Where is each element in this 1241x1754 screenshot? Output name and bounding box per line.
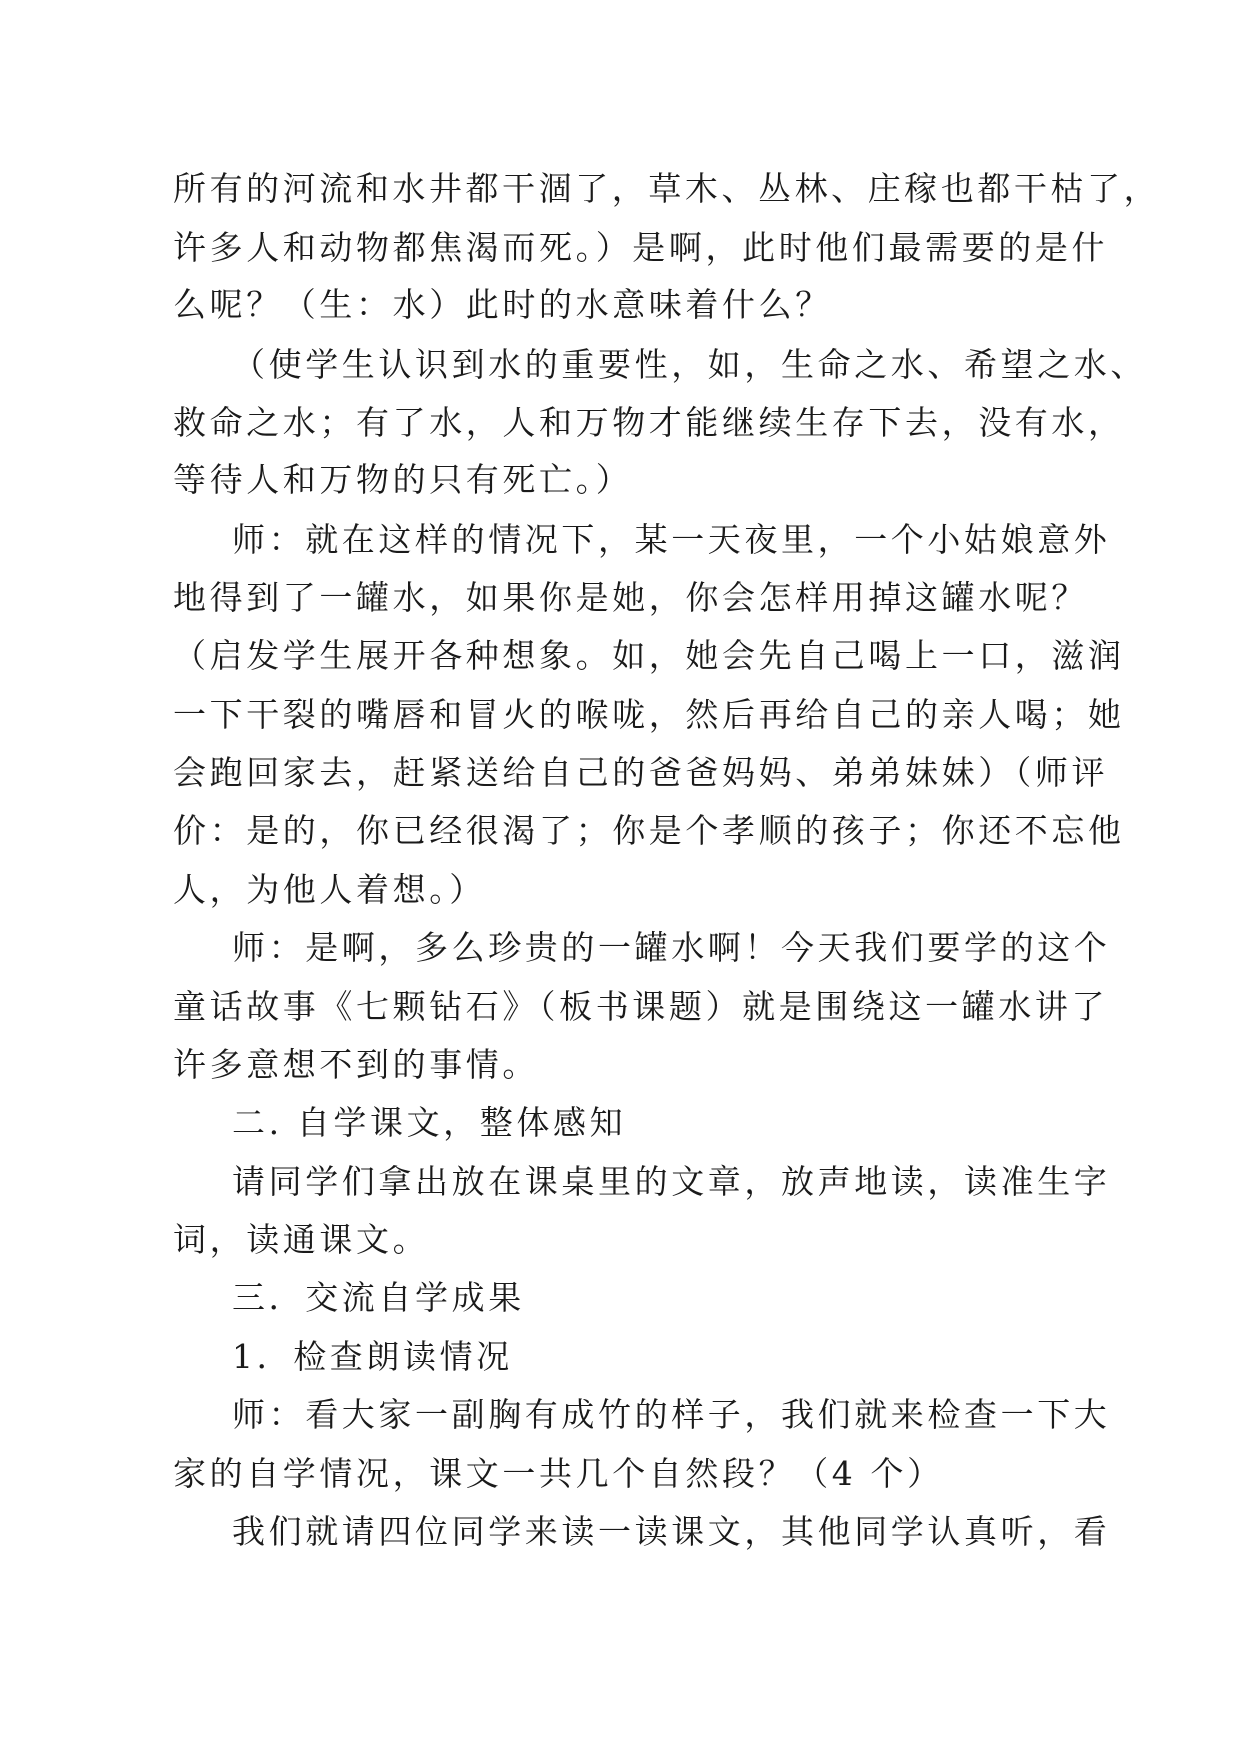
text-line: 师：看大家一副胸有成竹的样子，我们就来检查一下大: [232, 1395, 1111, 1434]
text-line: 请同学们拿出放在课桌里的文章，放声地读，读准生字: [232, 1162, 1111, 1201]
text-line: （使学生认识到水的重要性，如，生命之水、希望之水、: [232, 345, 1147, 384]
text-line: 我们就请四位同学来读一读课文，其他同学认真听，看: [232, 1512, 1111, 1551]
text-line: 人，为他人着想。）: [173, 870, 486, 909]
text-line: 家的自学情况，课文一共几个自然段？（4 个）: [173, 1454, 944, 1493]
text-line: 地得到了一罐水，如果你是她，你会怎样用掉这罐水呢？: [173, 578, 1088, 617]
text-line: 一下干裂的嘴唇和冒火的喉咙，然后再给自己的亲人喝；她: [173, 695, 1125, 734]
text-line: 么呢？（生：水）此时的水意味着什么？: [173, 285, 832, 324]
text-line: 童话故事《七颗钻石》（板书课题）就是围绕这一罐水讲了: [173, 987, 1109, 1026]
section-heading: 三．交流自学成果: [232, 1278, 525, 1317]
text-line: 救命之水；有了水，人和万物才能继续生存下去，没有水，: [173, 403, 1125, 442]
text-line: 师：是啊，多么珍贵的一罐水啊！今天我们要学的这个: [232, 928, 1111, 967]
text-line: 会跑回家去，赶紧送给自己的爸爸妈妈、弟弟妹妹）（师评: [173, 753, 1109, 792]
text-line: 价：是的，你已经很渴了；你是个孝顺的孩子；你还不忘他: [173, 811, 1125, 850]
text-line: 师：就在这样的情况下，某一天夜里，一个小姑娘意外: [232, 520, 1111, 559]
text-line: 许多人和动物都焦渴而死。）是啊，此时他们最需要的是什: [173, 228, 1109, 267]
subsection-heading: 1．检查朗读情况: [232, 1337, 513, 1376]
section-heading: 二. 自学课文，整体感知: [232, 1103, 627, 1142]
text-line: 所有的河流和水井都干涸了，草木、丛林、庄稼也都干枯了，: [173, 169, 1161, 208]
text-line: 等待人和万物的只有死亡。）: [173, 460, 633, 499]
text-line: 词，读通课文。: [173, 1220, 430, 1259]
text-line: （启发学生展开各种想象。如，她会先自己喝上一口，滋润: [173, 636, 1125, 675]
text-line: 许多意想不到的事情。: [173, 1045, 539, 1084]
